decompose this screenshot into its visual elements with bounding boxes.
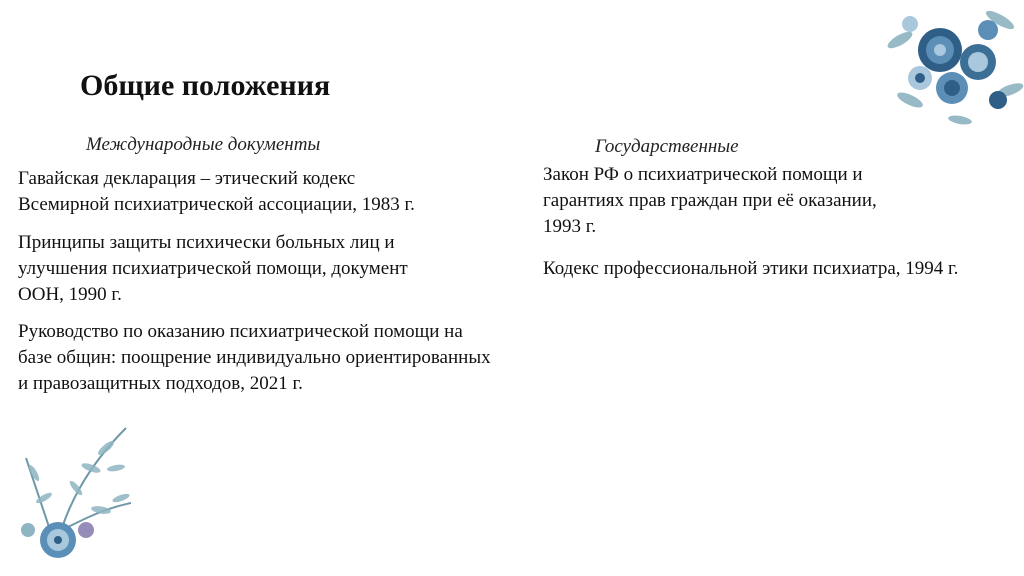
state-item-law: Закон РФ о психиатрической помощи и гарантиях прав граждан при её оказании, 1993 г. bbox=[543, 164, 877, 237]
blue-flower-branch-icon bbox=[6, 418, 138, 566]
blue-flower-bouquet-icon bbox=[880, 0, 1024, 132]
state-heading: Государственные bbox=[595, 136, 739, 157]
international-heading: Международные документы bbox=[86, 134, 321, 155]
international-item-hawaii: Гавайская декларация – этический кодекс Всемирной психиатрической ассоциации, 1983 г. bbox=[18, 168, 415, 215]
state-item-ethics-code: Кодекс профессиональной этики психиатра, 1994 г. bbox=[543, 258, 959, 279]
international-item-un-principles: Принципы защиты психически больных лиц и улучшения психиатрической помощи, документ ООН, 1990 г. bbox=[18, 232, 408, 305]
international-item-community-guide: Руководство по оказанию психиатрической помощи на базе общин: поощрение индивидуально ориентированных и правозащитных подходов, 2021 г. bbox=[18, 321, 491, 394]
slide-title: Общие положения bbox=[80, 69, 331, 102]
